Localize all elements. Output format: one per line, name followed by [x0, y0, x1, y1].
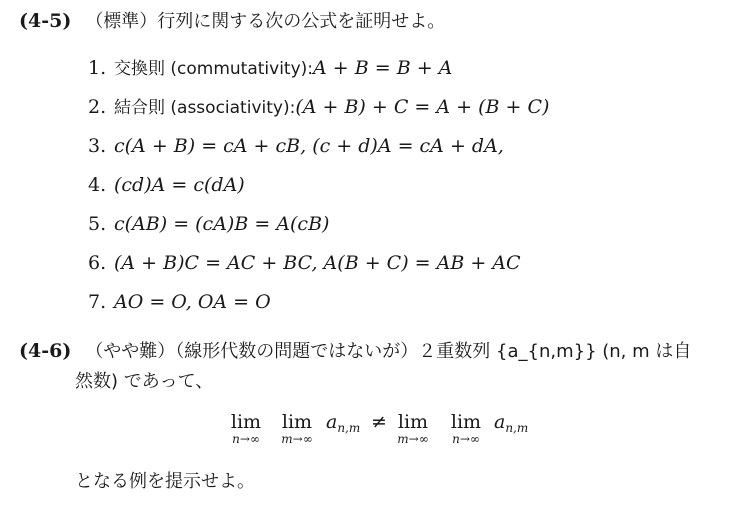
- item-index: 6.: [88, 252, 107, 274]
- item-formula: A + B = B + A: [313, 57, 453, 79]
- lim-word: lim: [281, 411, 313, 433]
- item-formula: (A + B) + C = A + (B + C): [295, 96, 550, 118]
- item-index: 3.: [88, 135, 107, 157]
- limit-operator: [394, 412, 432, 446]
- lim-word: lim: [230, 411, 262, 433]
- problem-statement-continued: 然数) であって、: [75, 371, 214, 392]
- limit-operator: [228, 412, 264, 446]
- formula-item: [88, 134, 504, 158]
- term-symbol: a: [326, 411, 338, 433]
- lim-subscript: n→∞: [232, 432, 260, 446]
- problem-4-6-header: [19, 339, 691, 364]
- problem-number: (4-5): [19, 10, 72, 32]
- item-index: 7.: [88, 291, 107, 313]
- item-index: 4.: [88, 174, 107, 196]
- term-subscript: n,m: [505, 421, 529, 435]
- item-label: 結合則 (associativity):: [114, 98, 296, 118]
- lim-word: lim: [450, 411, 482, 433]
- lim-word: lim: [397, 411, 429, 433]
- item-formula: c(A + B) = cA + cB, (c + d)A = cA + dA,: [114, 135, 504, 157]
- lim-subscript: n→∞: [452, 432, 480, 446]
- item-index: 2.: [88, 96, 107, 118]
- item-formula: c(AB) = (cA)B = A(cB): [114, 213, 330, 235]
- formula-item: [88, 251, 521, 275]
- formula-item: [88, 95, 549, 120]
- not-equal-sign: ≠: [371, 411, 387, 433]
- term-subscript: n,m: [337, 421, 361, 435]
- item-formula: AO = O, OA = O: [114, 291, 271, 313]
- item-formula: (cd)A = c(dA): [114, 174, 245, 196]
- sequence-term: [494, 412, 528, 438]
- item-index: 1.: [88, 57, 107, 79]
- item-label: 交換則 (commutativity):: [114, 59, 314, 79]
- lim-subscript: m→∞: [397, 432, 429, 446]
- formula-item: [88, 173, 245, 197]
- term-symbol: a: [494, 411, 506, 433]
- problem-statement: （やや難）（線形代数の問題ではないが）２重数列 {a_{n,m}} (n, m は自: [85, 341, 692, 362]
- sequence-term: [326, 412, 360, 438]
- lim-subscript: m→∞: [281, 432, 313, 446]
- formula-item: [88, 56, 452, 81]
- formula-item: [88, 212, 329, 236]
- item-formula: (A + B)C = AC + BC, A(B + C) = AB + AC: [114, 252, 521, 274]
- display-equation: [228, 412, 558, 462]
- limit-operator: [278, 412, 316, 446]
- formula-item: [88, 290, 271, 314]
- item-index: 5.: [88, 213, 107, 235]
- problem-conclusion: となる例を提示せよ。: [75, 471, 255, 492]
- problem-4-5-header: [19, 9, 445, 34]
- limit-operator: [448, 412, 484, 446]
- problem-number: (4-6): [19, 340, 72, 362]
- problem-statement: （標準）行列に関する次の公式を証明せよ。: [85, 11, 446, 32]
